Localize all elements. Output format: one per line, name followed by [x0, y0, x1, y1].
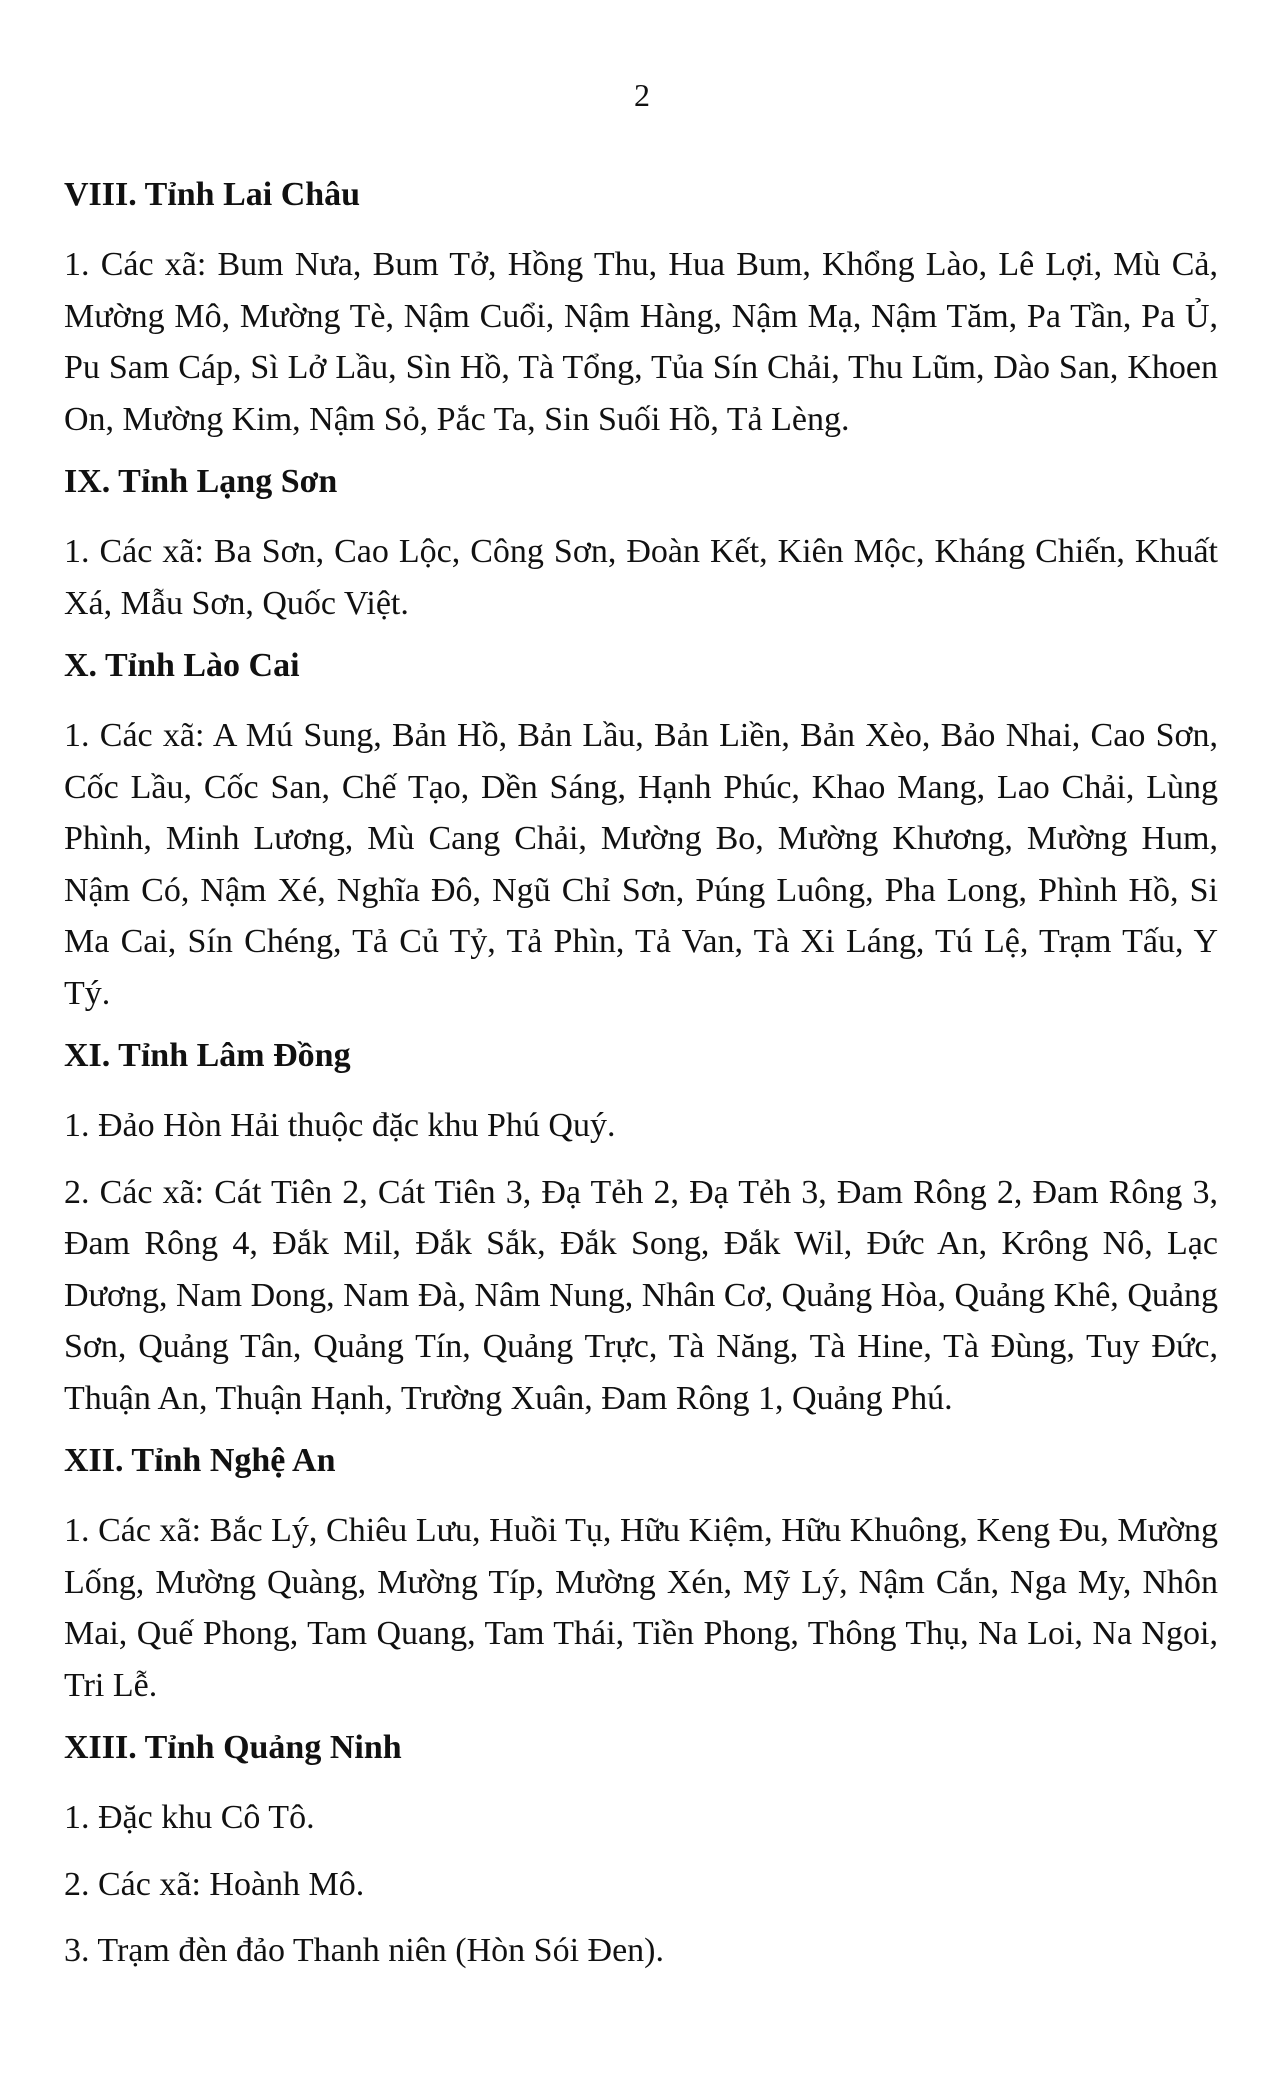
section-lang-son	[64, 460, 1218, 629]
section-item: 2. Các xã: Cát Tiên 2, Cát Tiên 3, Đạ Tẻh 2, Đạ Tẻh 3, Đam Rông 2, Đam Rông 3, Đam Rông 4, Đắk Mil, Đắk Sắk, Đắk Song, Đắk Wil, Đức An, Krông Nô, Lạc Dương, Nam Dong, Nam Đà, Nâm Nung, Nhân Cơ, Quảng Hòa, Quảng Khê, Quảng Sơn, Quảng Tân, Quảng Tín, Quảng Trực, Tà Năng, Tà Hine, Tà Đùng, Tuy Đức, Thuận An, Thuận Hạnh, Trường Xuân, Đam Rông 1, Quảng Phú.	[64, 1173, 1218, 1417]
section-heading: XII. Tỉnh Nghệ An	[64, 1442, 336, 1479]
section-nghe-an	[64, 1439, 1218, 1711]
section-item: 1. Đặc khu Cô Tô.	[64, 1799, 315, 1836]
section-item: 1. Các xã: Bắc Lý, Chiêu Lưu, Huồi Tụ, Hữu Kiệm, Hữu Khuông, Keng Đu, Mường Lống, Mường Quàng, Mường Típ, Mường Xén, Mỹ Lý, Nậm Cắn, Nga My, Nhôn Mai, Quế Phong, Tam Quang, Tam Thái, Tiền Phong, Thông Thụ, Na Loi, Na Ngoi, Tri Lễ.	[64, 1512, 1218, 1704]
section-heading: VIII. Tỉnh Lai Châu	[64, 176, 361, 213]
section-item: 1. Đảo Hòn Hải thuộc đặc khu Phú Quý.	[64, 1107, 616, 1144]
section-item: 3. Trạm đèn đảo Thanh niên (Hòn Sói Đen).	[64, 1932, 664, 1969]
page-number: 2	[634, 77, 650, 113]
section-heading: XI. Tỉnh Lâm Đồng	[64, 1037, 351, 1074]
section-item: 2. Các xã: Hoành Mô.	[64, 1865, 365, 1903]
section-item: 1. Các xã: Bum Nưa, Bum Tở, Hồng Thu, Hua Bum, Khổng Lào, Lê Lợi, Mù Cả, Mường Mô, Mường Tè, Nậm Cuổi, Nậm Hàng, Nậm Mạ, Nậm Tăm, Pa Tần, Pa Ủ, Pu Sam Cáp, Sì Lở Lầu, Sìn Hồ, Tà Tổng, Tủa Sín Chải, Thu Lũm, Dào San, Khoen On, Mường Kim, Nậm Sỏ, Pắc Ta, Sin Suối Hồ, Tả Lèng.	[64, 246, 1218, 438]
section-heading: IX. Tỉnh Lạng Sơn	[64, 463, 338, 500]
section-quang-ninh	[64, 1726, 1218, 1977]
document-body	[64, 173, 1218, 1992]
section-item: 1. Các xã: Ba Sơn, Cao Lộc, Công Sơn, Đoàn Kết, Kiên Mộc, Kháng Chiến, Khuất Xá, Mẫu Sơn, Quốc Việt.	[64, 533, 1218, 622]
section-item: 1. Các xã: A Mú Sung, Bản Hồ, Bản Lầu, Bản Liền, Bản Xèo, Bảo Nhai, Cao Sơn, Cốc Lầu, Cốc San, Chế Tạo, Dền Sáng, Hạnh Phúc, Khao Mang, Lao Chải, Lùng Phình, Minh Lương, Mù Cang Chải, Mường Bo, Mường Khương, Mường Hum, Nậm Có, Nậm Xé, Nghĩa Đô, Ngũ Chỉ Sơn, Púng Luông, Pha Long, Phình Hồ, Si Ma Cai, Sín Chéng, Tả Củ Tỷ, Tả Phìn, Tả Van, Tà Xi Láng, Tú Lệ, Trạm Tấu, Y Tý.	[64, 717, 1218, 1012]
section-lam-dong	[64, 1034, 1218, 1424]
section-lai-chau	[64, 173, 1218, 445]
section-lao-cai	[64, 644, 1218, 1019]
section-heading: XIII. Tỉnh Quảng Ninh	[64, 1729, 402, 1766]
section-heading: X. Tỉnh Lào Cai	[64, 647, 300, 684]
